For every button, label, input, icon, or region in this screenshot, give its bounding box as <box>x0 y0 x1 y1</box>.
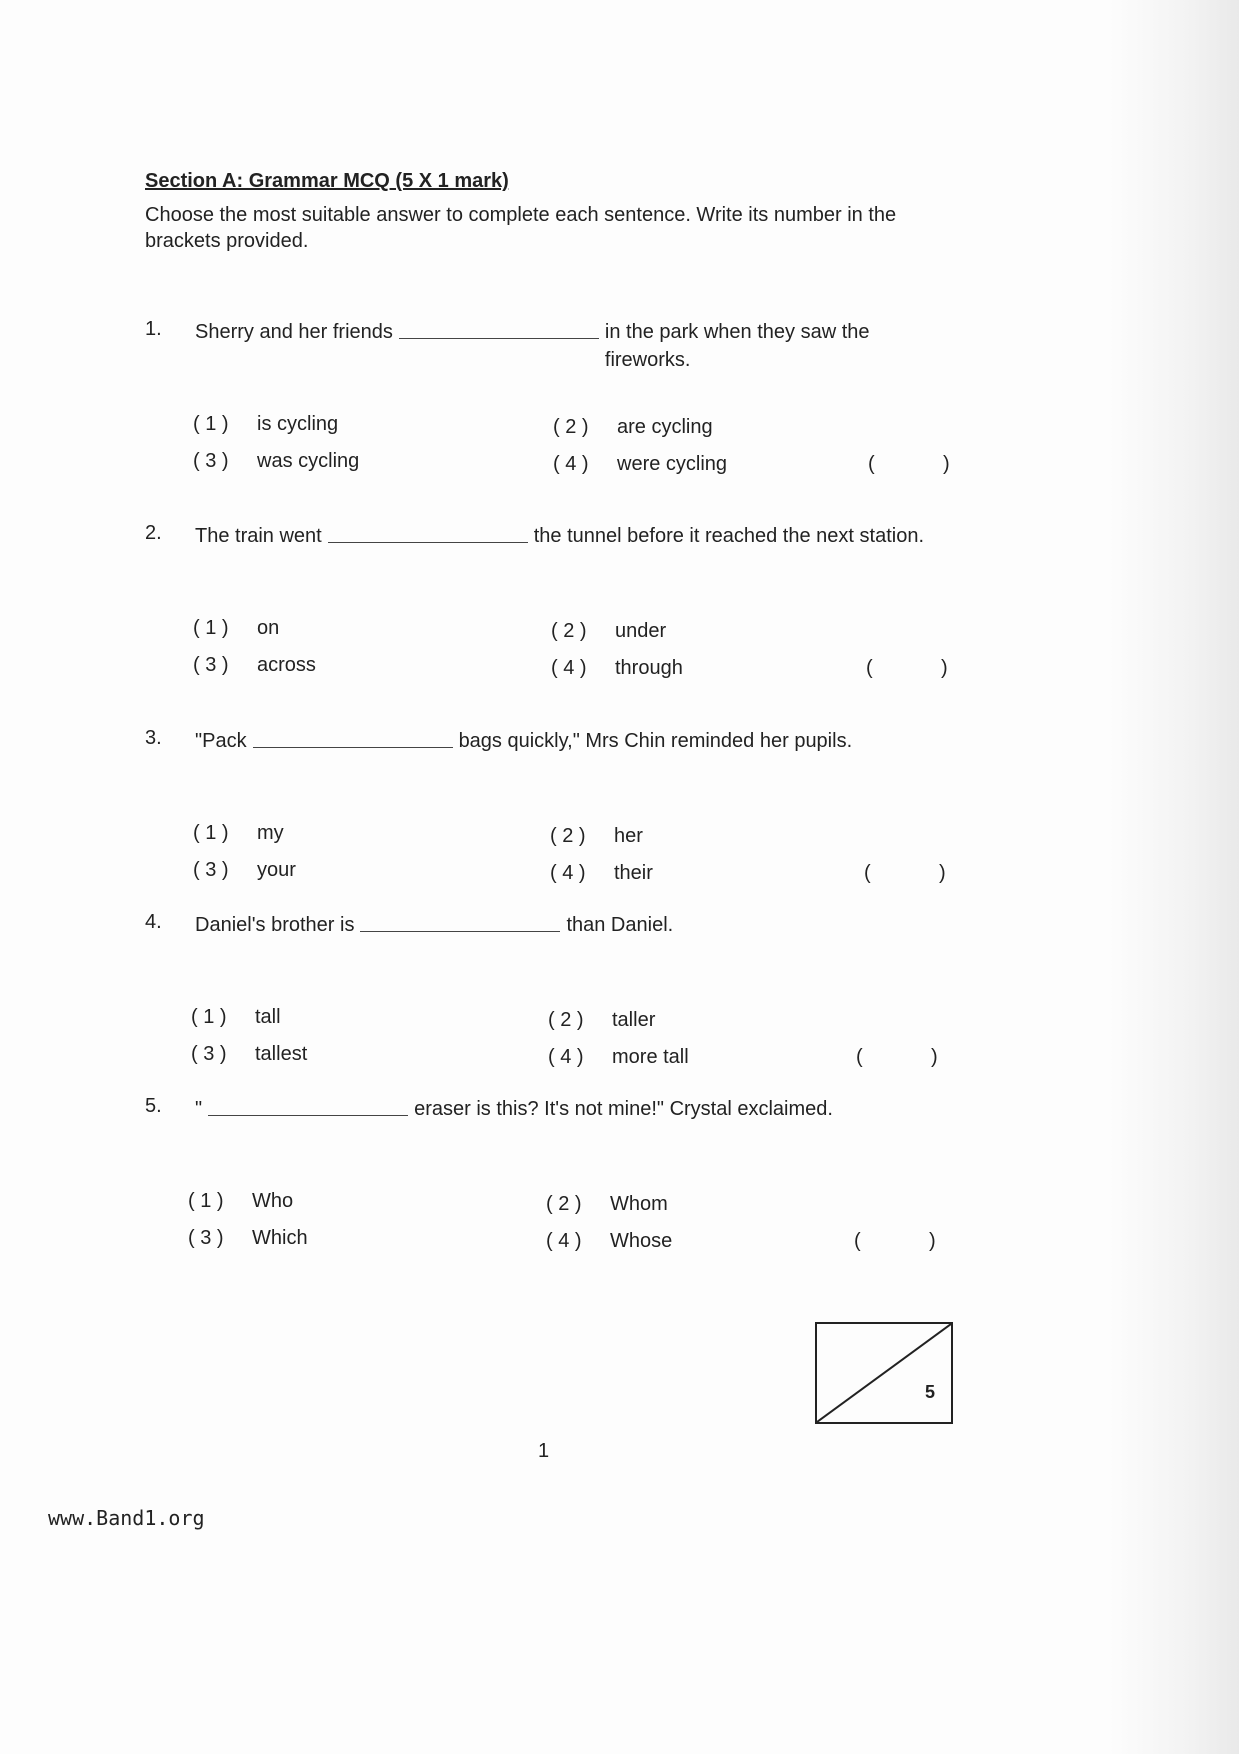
option-text: under <box>615 620 667 642</box>
question-text-before: The train went <box>195 525 322 547</box>
option-label: ( 3 ) <box>193 654 229 676</box>
option-text: was cycling <box>257 450 360 472</box>
question-number: 5. <box>145 1095 162 1117</box>
option-label: ( 4 ) <box>550 862 586 884</box>
question-text-after: the tunnel before it reached the next station. <box>533 525 924 547</box>
option-label: ( 2 ) <box>553 416 589 438</box>
option-label: ( 3 ) <box>191 1043 227 1065</box>
question-text-after: bags quickly," Mrs Chin reminded her pupils. <box>458 730 853 752</box>
section-title: Section A: Grammar MCQ (5 X 1 mark) <box>145 170 509 192</box>
question-number: 3. <box>145 727 162 749</box>
option-text: Which <box>252 1227 308 1249</box>
answer-blank <box>208 1095 408 1116</box>
answer-blank <box>399 318 599 339</box>
footer-url: www.Band1.org <box>48 1506 205 1530</box>
option-label: ( 4 ) <box>553 453 589 475</box>
option-label: ( 2 ) <box>550 825 586 847</box>
option-label: ( 1 ) <box>188 1190 224 1212</box>
option-label: ( 1 ) <box>193 413 229 435</box>
option-text: more tall <box>612 1046 689 1068</box>
option-label: ( 3 ) <box>188 1227 224 1249</box>
answer-bracket-open: ( <box>856 1046 863 1068</box>
answer-bracket-close: ) <box>929 1230 936 1252</box>
answer-bracket-close: ) <box>931 1046 938 1068</box>
question-number: 4. <box>145 911 162 933</box>
option-label: ( 1 ) <box>191 1006 227 1028</box>
question-number: 1. <box>145 318 162 340</box>
instructions: Choose the most suitable answer to complete each sentence. Write its number in the brackets provided. <box>145 204 897 252</box>
option-label: ( 1 ) <box>193 617 229 639</box>
option-text: taller <box>612 1009 656 1031</box>
score-box-diagonal <box>817 1324 951 1422</box>
option-text: your <box>257 859 296 881</box>
option-text: tallest <box>255 1043 308 1065</box>
option-label: ( 3 ) <box>193 859 229 881</box>
option-text: is cycling <box>257 413 339 435</box>
option-label: ( 2 ) <box>548 1009 584 1031</box>
answer-bracket-close: ) <box>941 657 948 679</box>
option-text: her <box>614 825 643 847</box>
option-text: were cycling <box>617 453 728 475</box>
option-text: across <box>257 654 316 676</box>
option-label: ( 4 ) <box>548 1046 584 1068</box>
option-label: ( 2 ) <box>551 620 587 642</box>
question-text <box>195 1095 935 1123</box>
question-text-before: Daniel's brother is <box>195 914 355 936</box>
answer-blank <box>253 727 453 748</box>
option-label: ( 1 ) <box>193 822 229 844</box>
option-text: Whose <box>610 1230 673 1252</box>
answer-bracket-open: ( <box>866 657 873 679</box>
question-text-after: eraser is this? It's not mine!" Crystal exclaimed. <box>414 1098 833 1120</box>
question-text <box>195 911 935 939</box>
question-text <box>195 318 935 374</box>
question-text <box>195 522 935 550</box>
question-text-after: than Daniel. <box>566 914 674 936</box>
option-label: ( 2 ) <box>546 1193 582 1215</box>
answer-bracket-open: ( <box>864 862 871 884</box>
option-text: tall <box>255 1006 281 1028</box>
option-text: my <box>257 822 284 844</box>
answer-bracket-close: ) <box>939 862 946 884</box>
answer-blank <box>328 522 528 543</box>
question-text-before: Sherry and her friends <box>195 321 393 343</box>
option-label: ( 4 ) <box>551 657 587 679</box>
answer-bracket-open: ( <box>854 1230 861 1252</box>
scan-edge <box>1109 0 1239 1754</box>
option-label: ( 3 ) <box>193 450 229 472</box>
question-text-before: "Pack <box>195 730 247 752</box>
page-number: 1 <box>538 1440 550 1462</box>
answer-bracket-close: ) <box>943 453 950 475</box>
option-label: ( 4 ) <box>546 1230 582 1252</box>
option-text: Who <box>252 1190 294 1212</box>
answer-blank <box>360 911 560 932</box>
question-number: 2. <box>145 522 162 544</box>
option-text: on <box>257 617 280 639</box>
option-text: are cycling <box>617 416 713 438</box>
question-text <box>195 727 935 755</box>
option-text: through <box>615 657 683 679</box>
score-box <box>815 1322 953 1424</box>
option-text: their <box>614 862 653 884</box>
question-text-after: in the park when they saw the fireworks. <box>604 321 870 371</box>
answer-bracket-open: ( <box>868 453 875 475</box>
score-box-total: 5 <box>924 1382 935 1402</box>
question-text-before: " <box>195 1098 203 1120</box>
option-text: Whom <box>610 1193 668 1215</box>
